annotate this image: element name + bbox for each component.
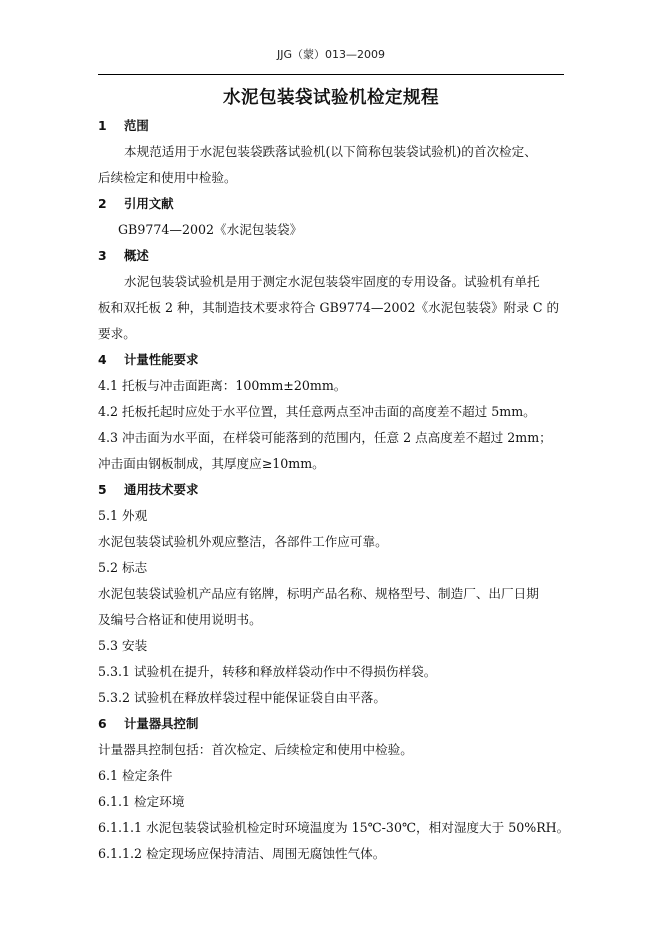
clause-line: 水泥包装袋试验机产品应有铭牌，标明产品名称、规格型号、制造厂、出厂日期 [98,586,539,601]
subsection-title: 6.1.1 检定环境 [98,794,185,809]
section-number: 2 [98,196,107,211]
section-number: 4 [98,352,107,367]
clause-line: 4.1 托板与冲击面距离：100mm±20mm。 [98,378,347,393]
section-4-heading [98,352,568,368]
paragraph-line: 后续检定和使用中检验。 [98,170,237,185]
section-number: 6 [98,716,107,731]
document-title: 水泥包装袋试验机检定规程 [223,88,439,108]
section-title: 概述 [124,248,149,263]
section-3-heading [98,248,568,264]
clause-line: 5.3.2 试验机在释放样袋过程中能保证袋自由平落。 [98,690,386,705]
clause-line: 水泥包装袋试验机外观应整洁，各部件工作应可靠。 [98,534,388,549]
paragraph-line: 板和双托板 2 种，其制造技术要求符合 GB9774—2002《水泥包装袋》附录 C 的 [98,300,560,315]
clause-line: 4.2 托板托起时应处于水平位置，其任意两点至冲击面的高度差不超过 5mm。 [98,404,536,419]
section-title: 计量器具控制 [124,716,199,731]
paragraph-line: 要求。 [98,326,136,341]
section-1-heading [98,118,568,134]
clause-line: 6.1.1.1 水泥包装袋试验机检定时环境温度为 15℃-30℃，相对湿度大于 50%RH。 [98,820,570,835]
section-title: 通用技术要求 [124,482,199,497]
header-rule [98,74,564,75]
section-6-heading [98,716,568,732]
subsection-title: 5.3 安装 [98,638,148,653]
subsection-title: 6.1 检定条件 [98,768,173,783]
section-number: 3 [98,248,107,263]
paragraph-line: 水泥包装袋试验机是用于测定水泥包装袋牢固度的专用设备。试验机有单托 [124,274,540,289]
reference-line: GB9774—2002《水泥包装袋》 [118,222,303,237]
clause-line: 计量器具控制包括：首次检定、后续检定和使用中检验。 [98,742,413,757]
section-title: 范围 [124,118,149,133]
subsection-title: 5.2 标志 [98,560,148,575]
subsection-title: 5.1 外观 [98,508,148,523]
section-2-heading [98,196,568,212]
section-title: 计量性能要求 [124,352,199,367]
clause-line: 冲击面由钢板制成，其厚度应≥10mm。 [98,456,325,471]
section-number: 1 [98,118,107,133]
section-title: 引用文献 [124,196,174,211]
clause-line: 6.1.1.2 检定现场应保持清洁、周围无腐蚀性气体。 [98,846,386,861]
clause-line: 4.3 冲击面为水平面，在样袋可能落到的范围内，任意 2 点高度差不超过 2mm； [98,430,552,445]
clause-line: 5.3.1 试验机在提升，转移和释放样袋动作中不得损伤样袋。 [98,664,437,679]
section-number: 5 [98,482,107,497]
paragraph-line: 本规范适用于水泥包装袋跌落试验机(以下简称包装袋试验机)的首次检定、 [124,144,537,159]
clause-line: 及编号合格证和使用说明书。 [98,612,262,627]
document-code-header: JJG（蒙）013—2009 [276,48,385,61]
section-5-heading [98,482,568,498]
